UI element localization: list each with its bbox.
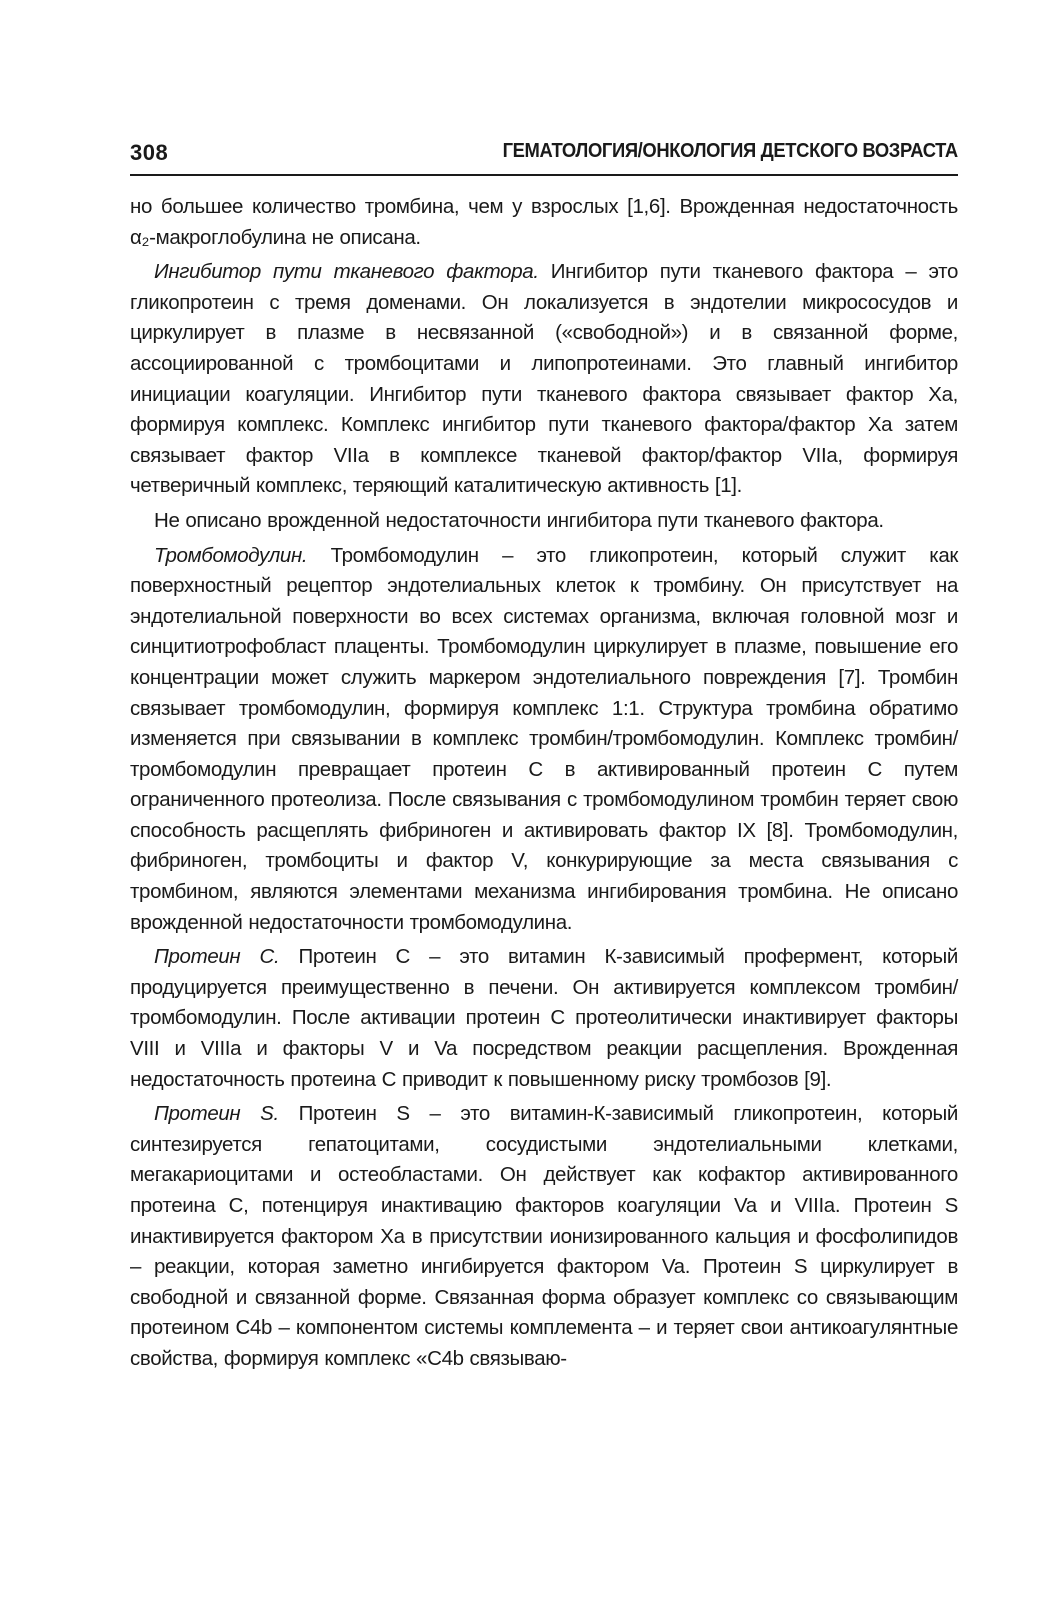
paragraph-text: Тромбомодулин – это гликопротеин, который служит как поверхностный рецептор эндотелиальных клеток к тромбину. Он присутствует на эндотелиальной поверхности во всех системах организма, включая головной мозг и синцитиотрофобласт плаценты. Тромбомодулин циркулирует в плазме, повышение его концентрации может служить маркером эндотелиального повреждения [7]. Тромбин связывает тромбомодулин, формируя комплекс 1:1. Структура тромбина обратимо изменяется при связывании в комплекс тромбин/тромбомодулин. Комплекс тромбин/тромбомодулин превращает протеин С в активированный протеин С путем ограниченного протеолиза. После связывания с тромбомодулином тромбин теряет свою способность расщеплять фибриноген и активировать фактор IX [8]. Тромбомодулин, фибриноген, тромбоциты и фактор V, конкурирующие за места связывания с тромбином, являются элементами механизма ингибирования тромбина. Не описано врожденной недостаточности тромбомодулина. [130,543,958,934]
paragraph-text: но большее количество тромбина, чем у взрослых [1,6]. Врожденная недостаточность α₂-макроглобулина не описана. [130,195,958,249]
paragraph-protein-s [130,1099,958,1374]
paragraph-term: Протеин С. [154,945,280,969]
body-text [130,192,958,1375]
paragraph-term: Тромбомодулин. [154,543,308,567]
paragraph-text: Не описано врожденной недостаточности ингибитора пути тканевого фактора. [154,508,884,532]
page-number: 308 [130,140,169,165]
paragraph-continuation [130,192,958,253]
paragraph-tfpi-deficiency [130,506,958,537]
paragraph-text: Протеин S – это витамин-К-зависимый гликопротеин, который синтезируется гепатоцитами, сосудистыми эндотелиальными клетками, мегакариоцитами и остеобластами. Он действует как кофактор активированного протеина С, потенцируя инактивацию факторов коагуляции Va и VIIIa. Протеин S инактивируется фактором Xa в присутствии ионизированного кальция и фосфолипидов – реакции, которая заметно ингибируется фактором Va. Протеин S циркулирует в свободной и связанной форме. Связанная форма образует комплекс со связывающим протеином C4b – компонентом системы комплемента – и теряет свои антикоагулянтные свойства, формируя комплекс «C4b связываю- [130,1102,958,1370]
running-title: ГЕМАТОЛОГИЯ/ОНКОЛОГИЯ ДЕТСКОГО ВОЗРАСТА [502,140,958,162]
paragraph-term: Ингибитор пути тканевого фактора. [154,260,539,284]
paragraph-text: Протеин С – это витамин К-зависимый профермент, который продуцируется преимущественно в печени. Он активируется комплексом тромбин/тромбомодулин. После активации протеин С протеолитически инактивирует факторы VIII и VIIIa и факторы V и Va посредством реакции расщепления. Врожденная недостаточность протеина С приводит к повышенному риску тромбозов [9]. [130,945,958,1091]
paragraph-text: Ингибитор пути тканевого фактора – это гликопротеин с тремя доменами. Он локализуется в эндотелии микрососудов и циркулирует в плазме в несвязанной («свободной») и в связанной форме, ассоциированной с тромбоцитами и липопротеинами. Это главный ингибитор инициации коагуляции. Ингибитор пути тканевого фактора связывает фактор Xa, формируя комплекс. Комплекс ингибитор пути тканевого фактора/фактор Xa затем связывает фактор VIIa в комплексе тканевой фактор/фактор VIIa, формируя четверичный комплекс, теряющий каталитическую активность [1]. [130,260,958,498]
paragraph-term: Протеин S. [154,1102,279,1126]
paragraph-tfpi [130,257,958,502]
paragraph-thrombomodulin [130,541,958,939]
paragraph-protein-c [130,942,958,1095]
page-header [130,136,958,176]
